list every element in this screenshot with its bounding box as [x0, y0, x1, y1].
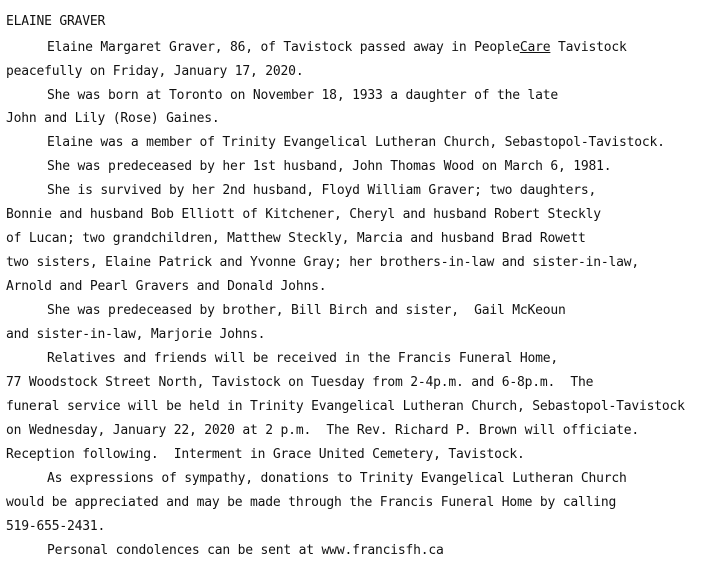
text-segment: Tavistock [550, 40, 627, 55]
text-line: Elaine was a member of Trinity Evangelical Lutheran Church, Sebastopol-Tavistock. [47, 135, 665, 150]
text-line: two sisters, Elaine Patrick and Yvonne Gray; her brothers-in-law and sister-in-law, [6, 255, 640, 270]
text-segment: Elaine Margaret Graver, 86, of Tavistock passed away in People [47, 40, 520, 55]
obituary-heading: ELAINE GRAVER [6, 14, 106, 29]
text-line: of Lucan; two grandchildren, Matthew Steckly, Marcia and husband Brad Rowett [6, 231, 586, 246]
text-line: As expressions of sympathy, donations to Trinity Evangelical Lutheran Church [47, 471, 627, 486]
text-line: John and Lily (Rose) Gaines. [6, 111, 220, 126]
text-line: Bonnie and husband Bob Elliott of Kitchener, Cheryl and husband Robert Steckly [6, 207, 601, 222]
text-line: 77 Woodstock Street North, Tavistock on Tuesday from 2-4p.m. and 6-8p.m. The [6, 375, 594, 390]
underlined-text: Care [519, 40, 551, 55]
text-line: on Wednesday, January 22, 2020 at 2 p.m. The Rev. Richard P. Brown will officiate. [6, 423, 640, 438]
text-line: Reception following. Interment in Grace United Cemetery, Tavistock. [6, 447, 525, 462]
text-line: She was predeceased by her 1st husband, John Thomas Wood on March 6, 1981. [47, 159, 612, 174]
text-line: would be appreciated and may be made through the Francis Funeral Home by calling [6, 495, 617, 510]
text-line: Relatives and friends will be received in the Francis Funeral Home, [47, 351, 558, 366]
text-line: She is survived by her 2nd husband, Floyd William Graver; two daughters, [47, 183, 597, 198]
text-line: She was predeceased by brother, Bill Birch and sister, Gail McKeoun [47, 303, 566, 318]
text-line: and sister-in-law, Marjorie Johns. [6, 327, 266, 342]
text-line: Personal condolences can be sent at www.francisfh.ca [47, 543, 444, 558]
text-line: Arnold and Pearl Gravers and Donald Johns. [6, 279, 327, 294]
text-line: She was born at Toronto on November 18, 1933 a daughter of the late [47, 88, 558, 103]
text-line: 519-655-2431. [6, 519, 106, 534]
text-line: peacefully on Friday, January 17, 2020. [6, 64, 304, 79]
text-line: funeral service will be held in Trinity Evangelical Lutheran Church, Sebastopol-Tavistock [6, 399, 685, 414]
text-line [47, 40, 627, 56]
